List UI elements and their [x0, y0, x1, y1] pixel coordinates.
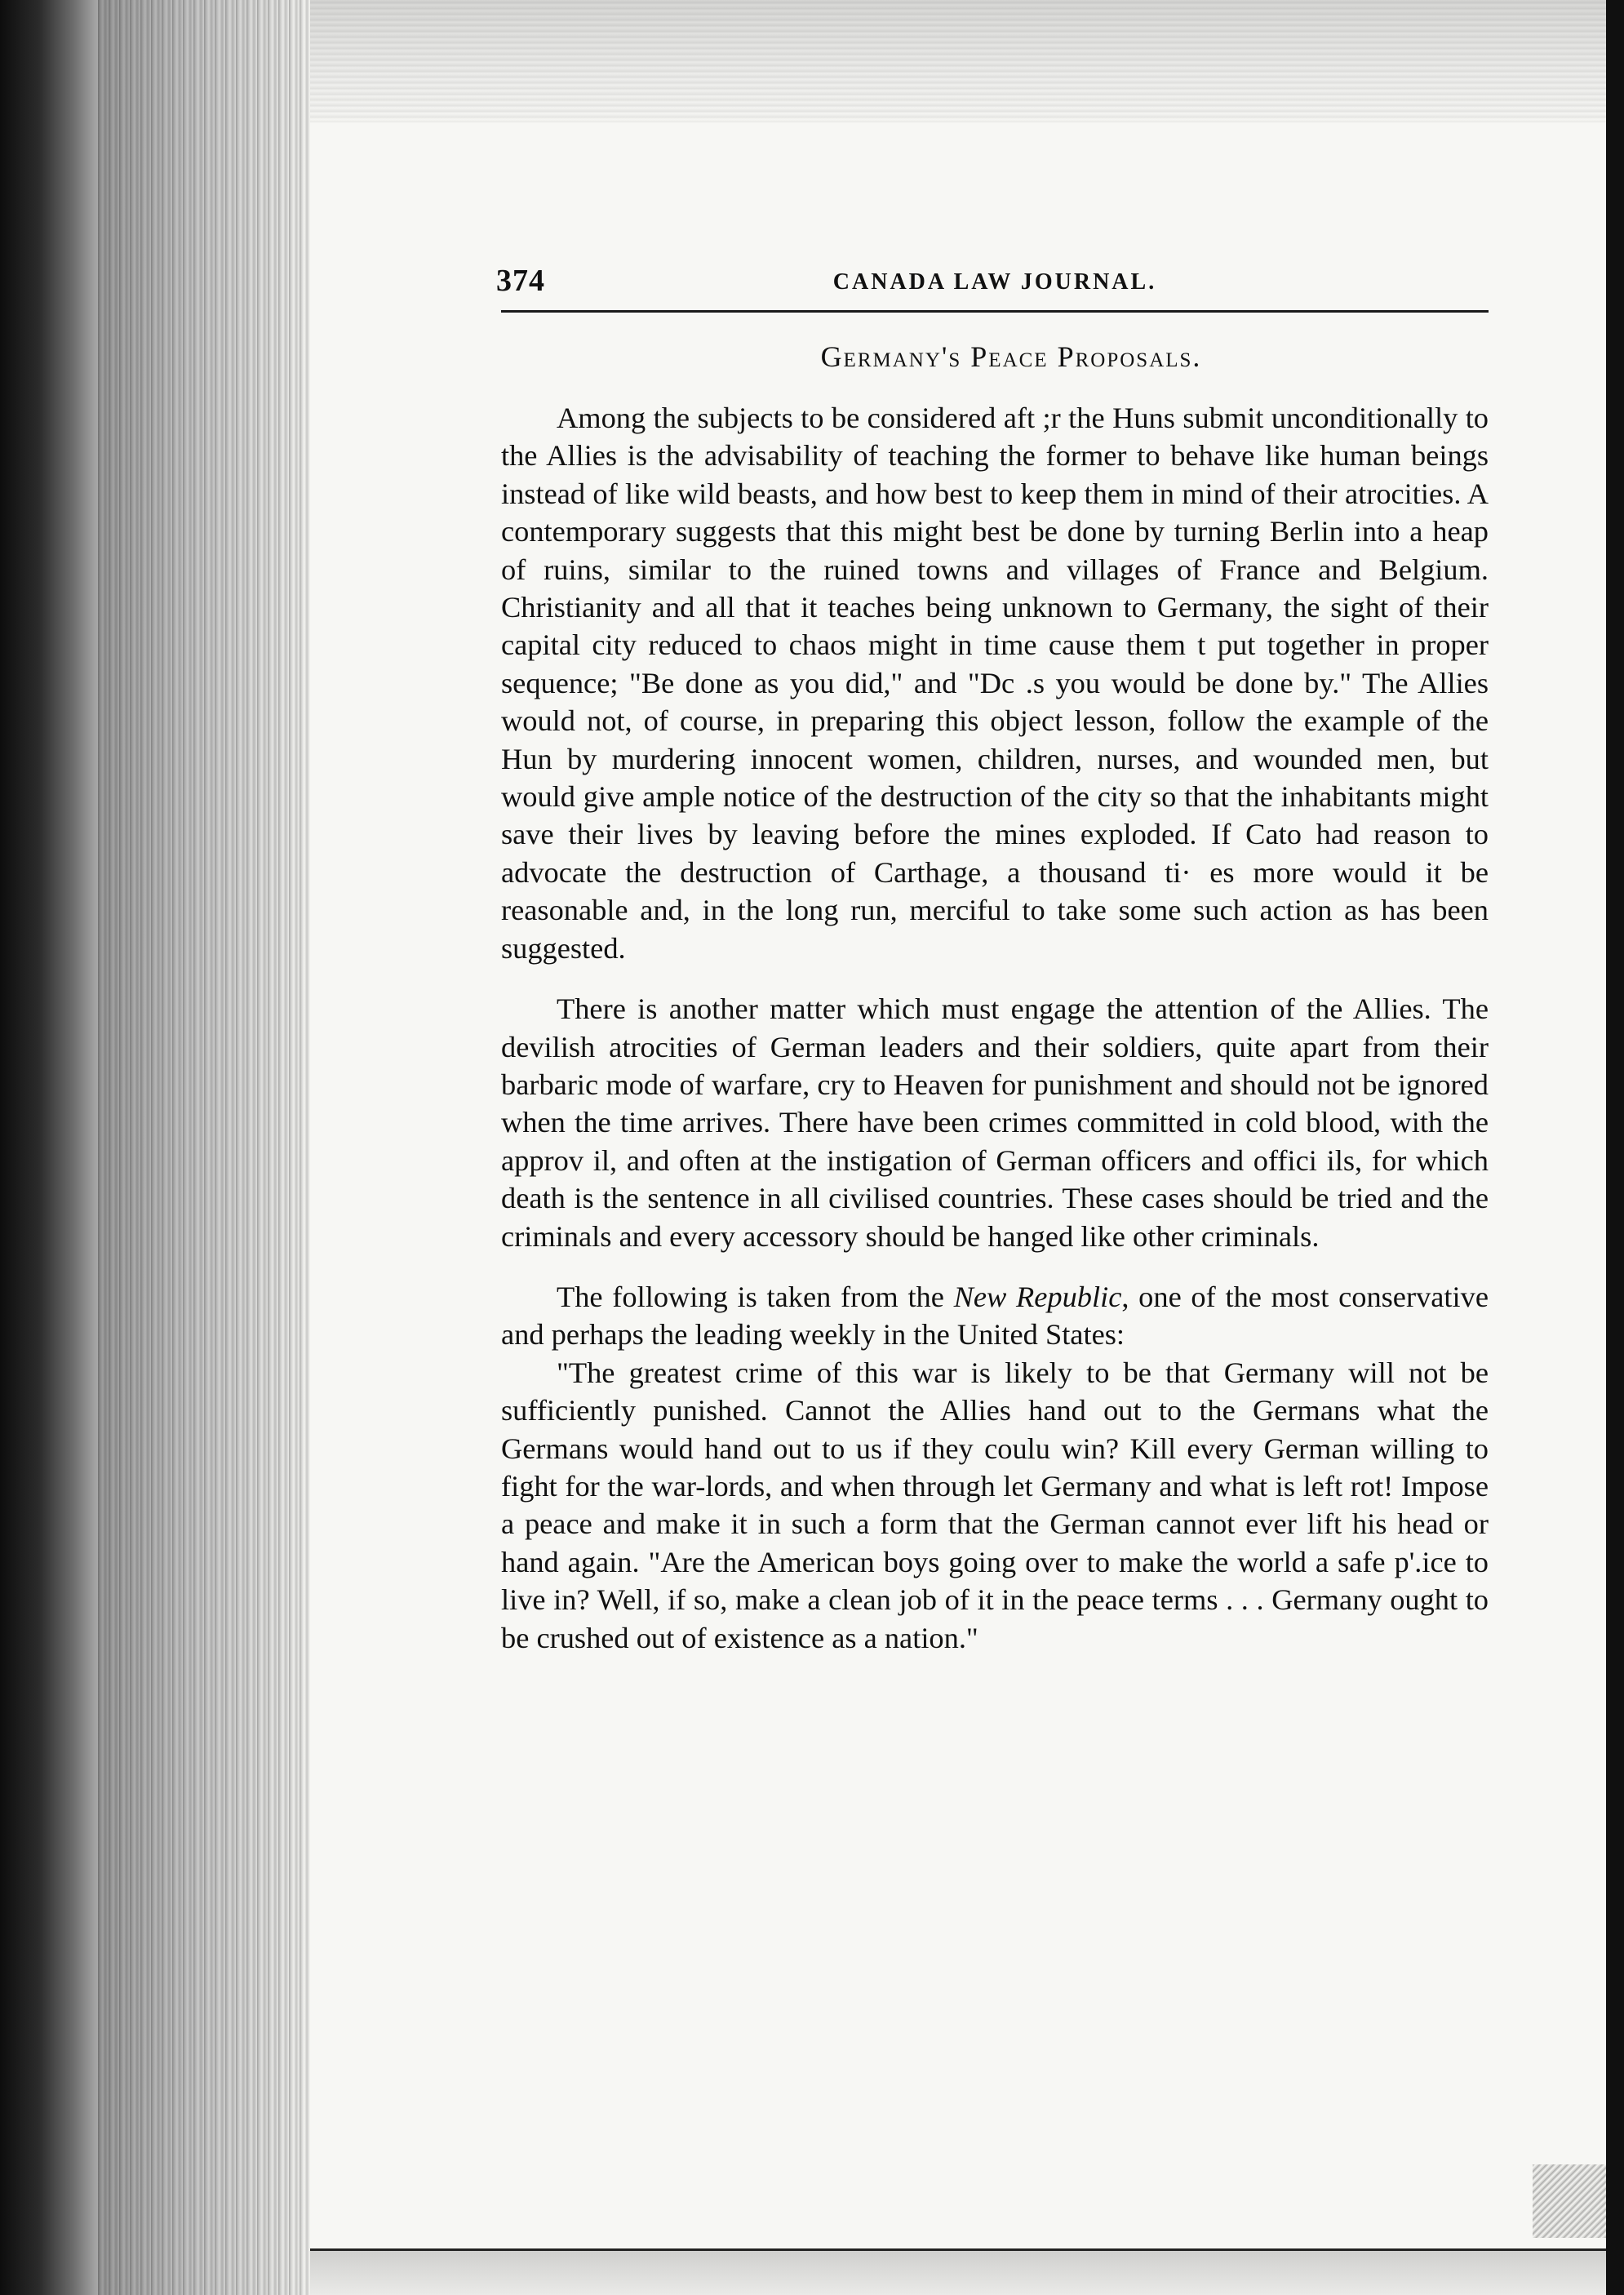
page-stack-edge — [98, 0, 310, 2295]
scan-bottom-margin — [310, 2251, 1606, 2295]
quote-intro-after: , one of the most conservative and perhaps the leading weekly in the United States: — [501, 1280, 1489, 1352]
page-number: 374 — [496, 264, 545, 298]
book-binding-shadow — [0, 0, 98, 2295]
scan-right-edge — [1606, 0, 1624, 2295]
quote-introduction — [501, 1278, 1489, 1354]
quote-intro-before: The following is taken from the — [557, 1280, 954, 1313]
article-title: Germany's Peace Proposals. — [820, 340, 1202, 373]
paragraph-2: There is another matter which must engage the attention of the Allies. The devilish atrocities of German leaders and their soldiers, quite apart from their barbaric mode of warfare, cry to Heaven for punishment and should not be ignored when the time arrives. There have been crimes committed in cold blood, with the approv il, and often at the instigation of German officers and offici ils, for which death is the sentence in all civilised countries. These cases should be tried and the criminals and every accessory should be hanged like other criminals. — [501, 992, 1489, 1253]
corner-mark — [1533, 2164, 1606, 2238]
quote-source: New Republic — [953, 1280, 1122, 1313]
scan-top-margin — [310, 0, 1606, 122]
running-head — [496, 245, 1489, 313]
journal-title: CANADA LAW JOURNAL. — [832, 269, 1157, 295]
paragraph-1: Among the subjects to be considered aft ;r the Huns submit unconditionally to the Allies is the advisability of teaching the former to behave like human beings instead of like wild beasts, and how best to keep them in mind of their atrocities. A contemporary suggests that this might best be done by turning Berlin into a heap of ruins, similar to the ruined towns and villages of France and Belgium. Christianity and all that it teaches being unknown to Germany, the sight of their capital city reduced to chaos might in time cause them t put together in proper sequence; "Be done as you did," and "Dc .s you would be done by." The Allies would not, of course, in preparing this object lesson, follow the example of the Hun by murdering innocent women, children, nurses, and wounded men, but would give ample notice of the destruction of the city so that the inhabitants might save their lives by leaving before the mines exploded. If Cato had reason to advocate the destruction of Carthage, a thousand ti· es more would it be reasonable and, in the long run, merciful to take some such action as has been suggested. — [501, 402, 1489, 965]
quoted-passage: "The greatest crime of this war is likely to be that Germany will not be sufficiently punished. Cannot the Allies hand out to the Germans what the Germans would hand out to us if they coulu win? Kill every German willing to fight for the war-lords, and when through let Germany and what is left rot! Impose a peace and make it in such a form that the German cannot ever lift his head or hand again. "Are the American boys going over to make the world a safe p'.ice to live in? Well, if so, make a clean job of it in the peace terms . . . Germany ought to be crushed out of existence as a nation." — [501, 1356, 1489, 1654]
page-text-block — [496, 245, 1489, 1657]
